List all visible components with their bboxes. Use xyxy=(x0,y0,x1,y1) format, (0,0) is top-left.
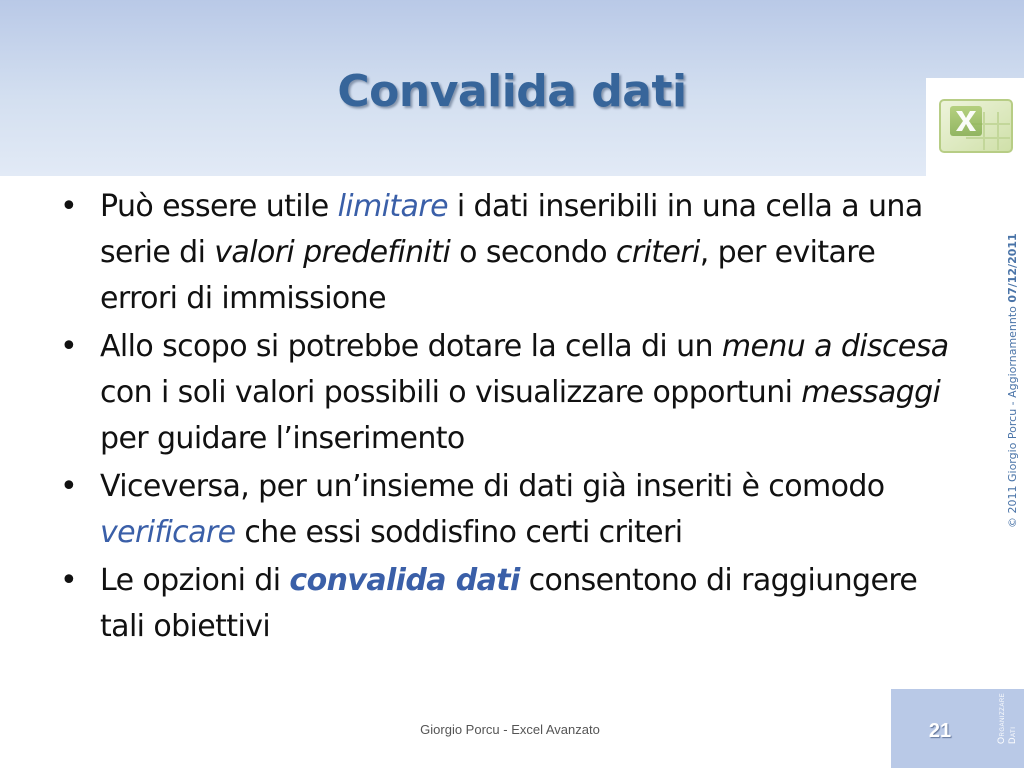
bullet-item: • Viceversa, per un’insieme di dati già inseriti è comodo verificare che essi soddisfino certi criteri xyxy=(60,464,960,556)
copyright-side-text xyxy=(1003,228,1023,528)
bullet-dot: • xyxy=(60,189,78,224)
bullet-item: • Le opzioni di convalida dati consentono di raggiungere tali obiettivi xyxy=(60,558,960,650)
copyright-prefix: © 2011 Giorgio Porcu - Aggiornamennto xyxy=(1006,302,1019,528)
bullet-dot: • xyxy=(60,563,78,598)
emphasis-text: valori predefiniti xyxy=(214,235,451,270)
excel-logo-icon xyxy=(926,78,1024,176)
emphasis-text: messaggi xyxy=(801,375,941,410)
update-date: 07/12/2011 xyxy=(1006,233,1019,303)
bullet-list xyxy=(60,184,960,652)
page-number: 21 xyxy=(928,720,952,742)
bullet-item: • Allo scopo si potrebbe dotare la cella di un menu a discesa con i soli valori possibili o visualizzare opportuni messaggi per guidare l’inserimento xyxy=(60,324,960,462)
bullet-dot: • xyxy=(60,329,78,364)
emphasis-text: verificare xyxy=(100,515,236,550)
footer-text: Giorgio Porcu - Excel Avanzato xyxy=(420,722,600,737)
emphasis-text: convalida dati xyxy=(289,563,520,598)
section-label-line-1: Organizzare xyxy=(996,692,1006,744)
bullet-item: • Può essere utile limitare i dati inseribili in una cella a una serie di valori predefiniti o secondo criteri, per evitare errori di immissione xyxy=(60,184,960,322)
bullet-dot: • xyxy=(60,469,78,504)
section-label-line-2: Dati xyxy=(1007,726,1017,744)
emphasis-text: criteri xyxy=(615,235,700,270)
section-label xyxy=(996,674,1018,744)
slide-title: Convalida dati xyxy=(337,66,687,117)
emphasis-text: menu a discesa xyxy=(721,329,949,364)
emphasis-text: limitare xyxy=(337,189,448,224)
